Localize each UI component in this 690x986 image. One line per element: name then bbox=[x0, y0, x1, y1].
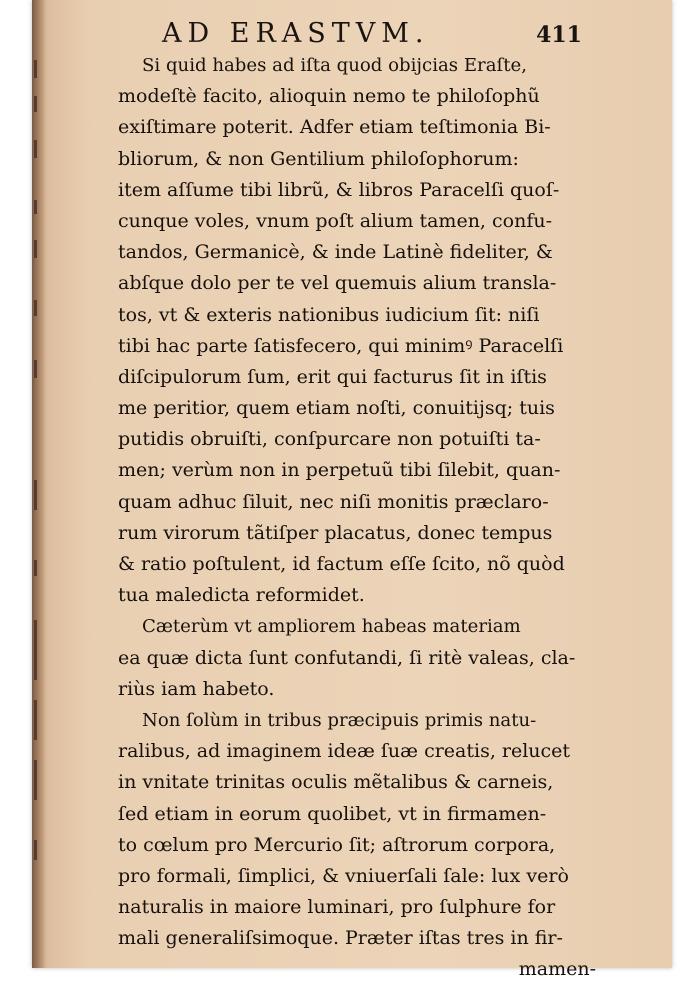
text-line: item aſſume tibi librũ, & libros Paracelſi quoſ- bbox=[118, 178, 560, 201]
text-line: ea quæ dicta ſunt confutandi, ſi ritè valeas, cla- bbox=[118, 646, 576, 669]
gutter-mark bbox=[34, 60, 37, 78]
gutter-mark bbox=[34, 760, 37, 800]
text-line: tibi hac parte ſatisfecero, qui minimꝰ Paracelſi bbox=[118, 334, 564, 357]
gutter-mark bbox=[34, 840, 37, 860]
text-line: me peritior, quem etiam noſti, conuitijsq; tuis bbox=[118, 397, 555, 420]
text-line: men; verùm non in perpetuũ tibi ſilebit, quan- bbox=[118, 459, 561, 482]
gutter-mark bbox=[34, 200, 37, 214]
page-number: 411 bbox=[536, 22, 582, 48]
gutter-mark bbox=[34, 96, 37, 112]
text-line: diſcipulorum ſum, erit qui facturus ſit in iſtis bbox=[118, 365, 547, 388]
text-line: modeſtè facito, alioquin nemo te philoſophũ bbox=[118, 85, 540, 108]
gutter-mark bbox=[34, 140, 37, 158]
gutter-mark bbox=[34, 360, 37, 378]
text-line: riùs iam habeto. bbox=[118, 677, 275, 700]
gutter-mark bbox=[34, 300, 37, 316]
text-line: ſed etiam in eorum quolibet, vt in firmamen- bbox=[118, 802, 547, 825]
book-page bbox=[32, 0, 672, 981]
text-line: Si quid habes ad iſta quod obijcias Eraſte, bbox=[142, 55, 527, 76]
text-line: cunque voles, vnum poſt alium tamen, confu- bbox=[118, 209, 553, 232]
text-line: tua maledicta reformidet. bbox=[118, 584, 365, 607]
gutter-mark bbox=[34, 240, 37, 258]
text-line: Non ſolùm in tribus præcipuis primis natu- bbox=[142, 709, 537, 731]
text-line: naturalis in maiore luminari, pro ſulphure for bbox=[118, 896, 556, 919]
text-line: Cæterùm vt ampliorem habeas materiam bbox=[142, 616, 521, 638]
text-line: tos, vt & exteris nationibus iudicium ſit: niſi bbox=[118, 303, 540, 326]
running-title: AD ERASTVM. bbox=[162, 18, 430, 49]
text-line: abſque dolo per te vel quemuis alium transla- bbox=[118, 272, 557, 295]
gutter-mark bbox=[34, 480, 37, 510]
gutter-mark bbox=[34, 620, 37, 680]
page-header bbox=[162, 14, 582, 54]
page-gutter bbox=[32, 0, 46, 968]
text-line: tandos, Germanicè, & inde Latinè fideliter, & bbox=[118, 241, 553, 264]
text-line: & ratio poſtulent, id factum eſſe ſcito, nõ quòd bbox=[118, 553, 565, 575]
text-line: quam adhuc ſiluit, nec niſi monitis præclaro- bbox=[118, 490, 549, 513]
text-line: exiſtimare poterit. Adfer etiam teſtimonia Bi- bbox=[118, 116, 551, 139]
text-line: to cœlum pro Mercurio ſit; aſtrorum corpora, bbox=[118, 833, 556, 856]
text-line: in vnitate trinitas oculis mẽtalibus & carneis, bbox=[118, 771, 554, 794]
gutter-mark bbox=[34, 700, 37, 740]
text-line: rum virorum tãtiſper placatus, donec tempus bbox=[118, 521, 553, 544]
text-line: pro formali, ſimplici, & vniuerſali ſale: lux verò bbox=[118, 864, 569, 887]
catchword: mamen- bbox=[518, 958, 596, 981]
text-line: bliorum, & non Gentilium philoſophorum: bbox=[118, 147, 519, 170]
text-line: putidis obruiſti, conſpurcare non potuiſti ta- bbox=[118, 428, 541, 451]
gutter-mark bbox=[34, 560, 37, 576]
text-line: ralibus, ad imaginem ideæ ſuæ creatis, relucet bbox=[118, 740, 571, 763]
text-line: mali generaliſsimoque. Præter iſtas tres in fir- bbox=[118, 927, 563, 950]
body-text bbox=[118, 50, 638, 986]
